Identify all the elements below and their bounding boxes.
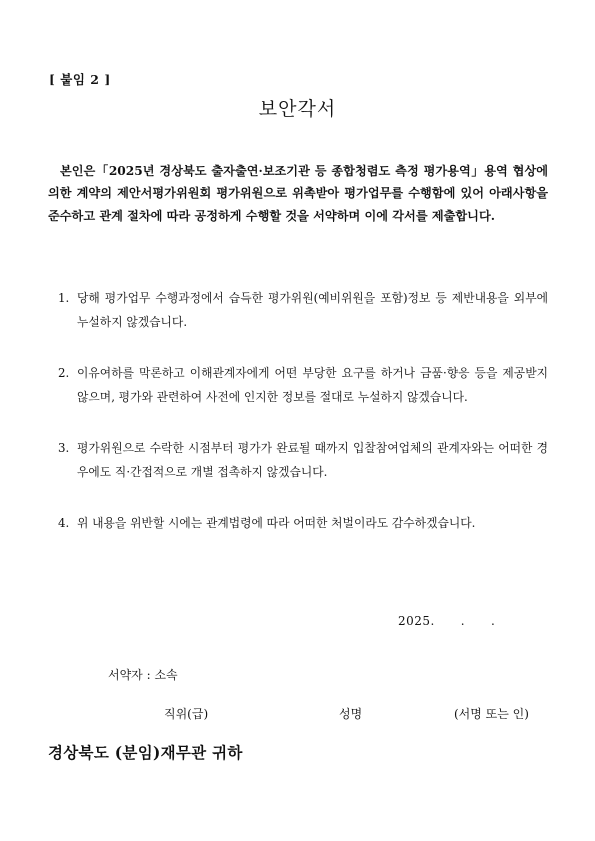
pledge-item — [56, 287, 548, 334]
pledge-item — [56, 437, 548, 484]
pledge-item — [56, 362, 548, 409]
signature-label: (서명 또는 인) — [454, 707, 529, 721]
pledge-item — [56, 512, 548, 536]
name-label: 성명 — [339, 707, 363, 721]
pledge-item-text: 위 내용을 위반할 시에는 관계법령에 따라 어떠한 처벌이라도 감수하겠습니다. — [77, 516, 476, 530]
pledge-item-number: 2. — [58, 366, 70, 380]
pledge-list — [56, 287, 548, 564]
intro-paragraph: 본인은「2025년 경상북도 출자출연·보조기관 등 종합청렴도 측정 평가용역」용역 협상에 의한 계약의 제안서평가위원회 평가위원으로 위촉받아 평가업무를 수행함에 있어 아래사항을 준수하고 관계 절차에 따라 공정하게 수행할 것을 서약하며 이에 각서를 제출합니다. — [48, 164, 548, 223]
pledge-item-number: 4. — [58, 516, 70, 530]
date-line: 2025. . . — [398, 614, 496, 628]
pledge-item-text: 평가위원으로 수락한 시점부터 평가가 완료될 때까지 입찰참여업체의 관계자와는 어떠한 경우에도 직·간접적으로 개별 접촉하지 않겠습니다. — [77, 441, 548, 479]
pledge-item-text: 이유여하를 막론하고 이해관계자에게 어떤 부당한 요구를 하거나 금품·향응 등을 제공받지 않으며, 평가와 관련하여 사전에 인지한 정보를 절대로 누설하지 않겠습니다. — [77, 366, 548, 404]
pledge-item-number: 1. — [58, 291, 70, 305]
pledge-item-text: 당해 평가업무 수행과정에서 습득한 평가위원(예비위원을 포함)정보 등 제반내용을 외부에 누설하지 않겠습니다. — [77, 291, 548, 329]
recipient-line: 경상북도 (분임)재무관 귀하 — [48, 743, 243, 762]
pledger-affiliation: 서약자 : 소속 — [108, 668, 178, 682]
attachment-label: [ 붙임 2 ] — [49, 72, 111, 87]
pledge-item-number: 3. — [58, 441, 70, 455]
position-label: 직위(급) — [164, 707, 209, 721]
document-title: 보안각서 — [258, 98, 337, 120]
